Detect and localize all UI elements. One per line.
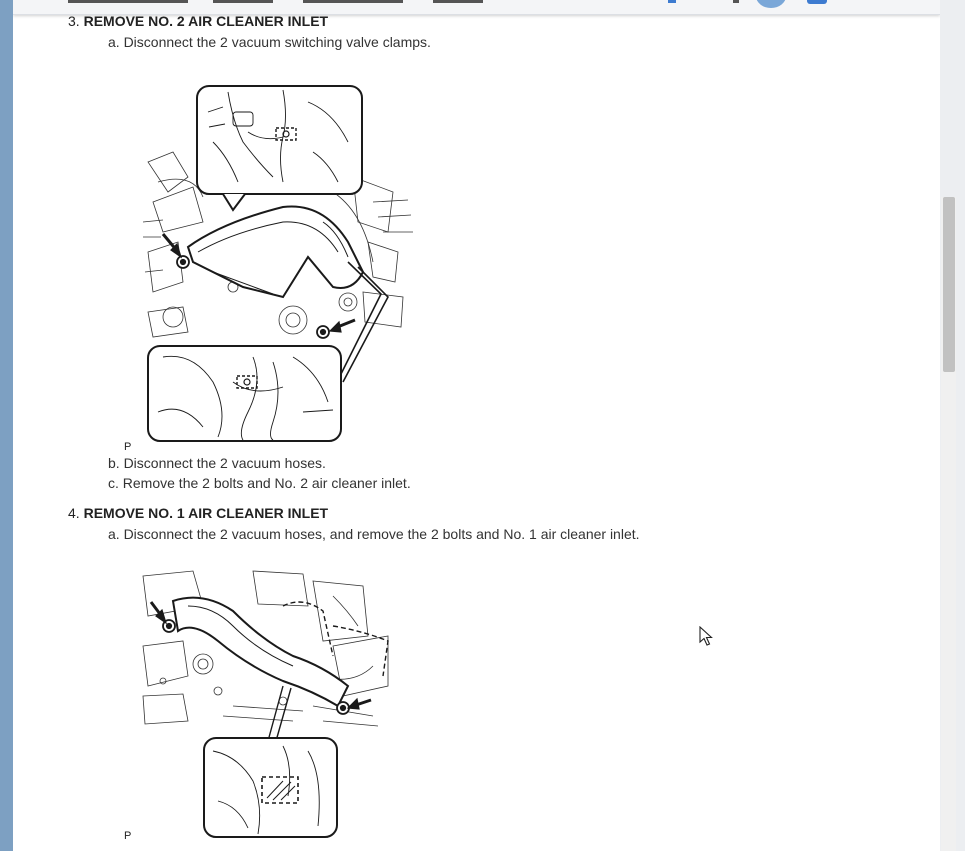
user-avatar-icon[interactable] [756,0,786,8]
step-number: 3. [68,13,80,29]
scrollbar-thumb[interactable] [943,197,955,372]
step-number: 4. [68,505,80,521]
desktop-edge [0,0,13,851]
air-cleaner-inlet-no1-illustration [133,566,393,841]
chat-icon[interactable] [807,0,827,4]
step-4-title [68,505,328,521]
step-3a-text: a. Disconnect the 2 vacuum switching valve clamps. [108,34,431,50]
toolbar-fragment [733,0,739,3]
step-3b-text: b. Disconnect the 2 vacuum hoses. [108,455,326,471]
figure-label: P [124,830,132,842]
toolbar-fragment [433,0,483,3]
document-window [13,0,940,851]
toolbar-fragment [68,0,188,3]
figure-label: P [124,441,132,453]
step-heading: REMOVE NO. 1 AIR CLEANER INLET [83,505,329,521]
toolbar-fragment [213,0,273,3]
step-3-title [68,13,328,29]
arrow-cursor-icon [699,626,713,646]
toolbar-fragment [303,0,403,3]
step-3c-text: c. Remove the 2 bolts and No. 2 air cleaner inlet. [108,475,411,491]
toolbar-link-fragment[interactable] [668,0,676,3]
step-heading: REMOVE NO. 2 AIR CLEANER INLET [83,13,329,29]
step-4a-text: a. Disconnect the 2 vacuum hoses, and remove the 2 bolts and No. 1 air cleaner inlet. [108,526,640,542]
air-cleaner-inlet-no2-illustration [133,82,418,447]
